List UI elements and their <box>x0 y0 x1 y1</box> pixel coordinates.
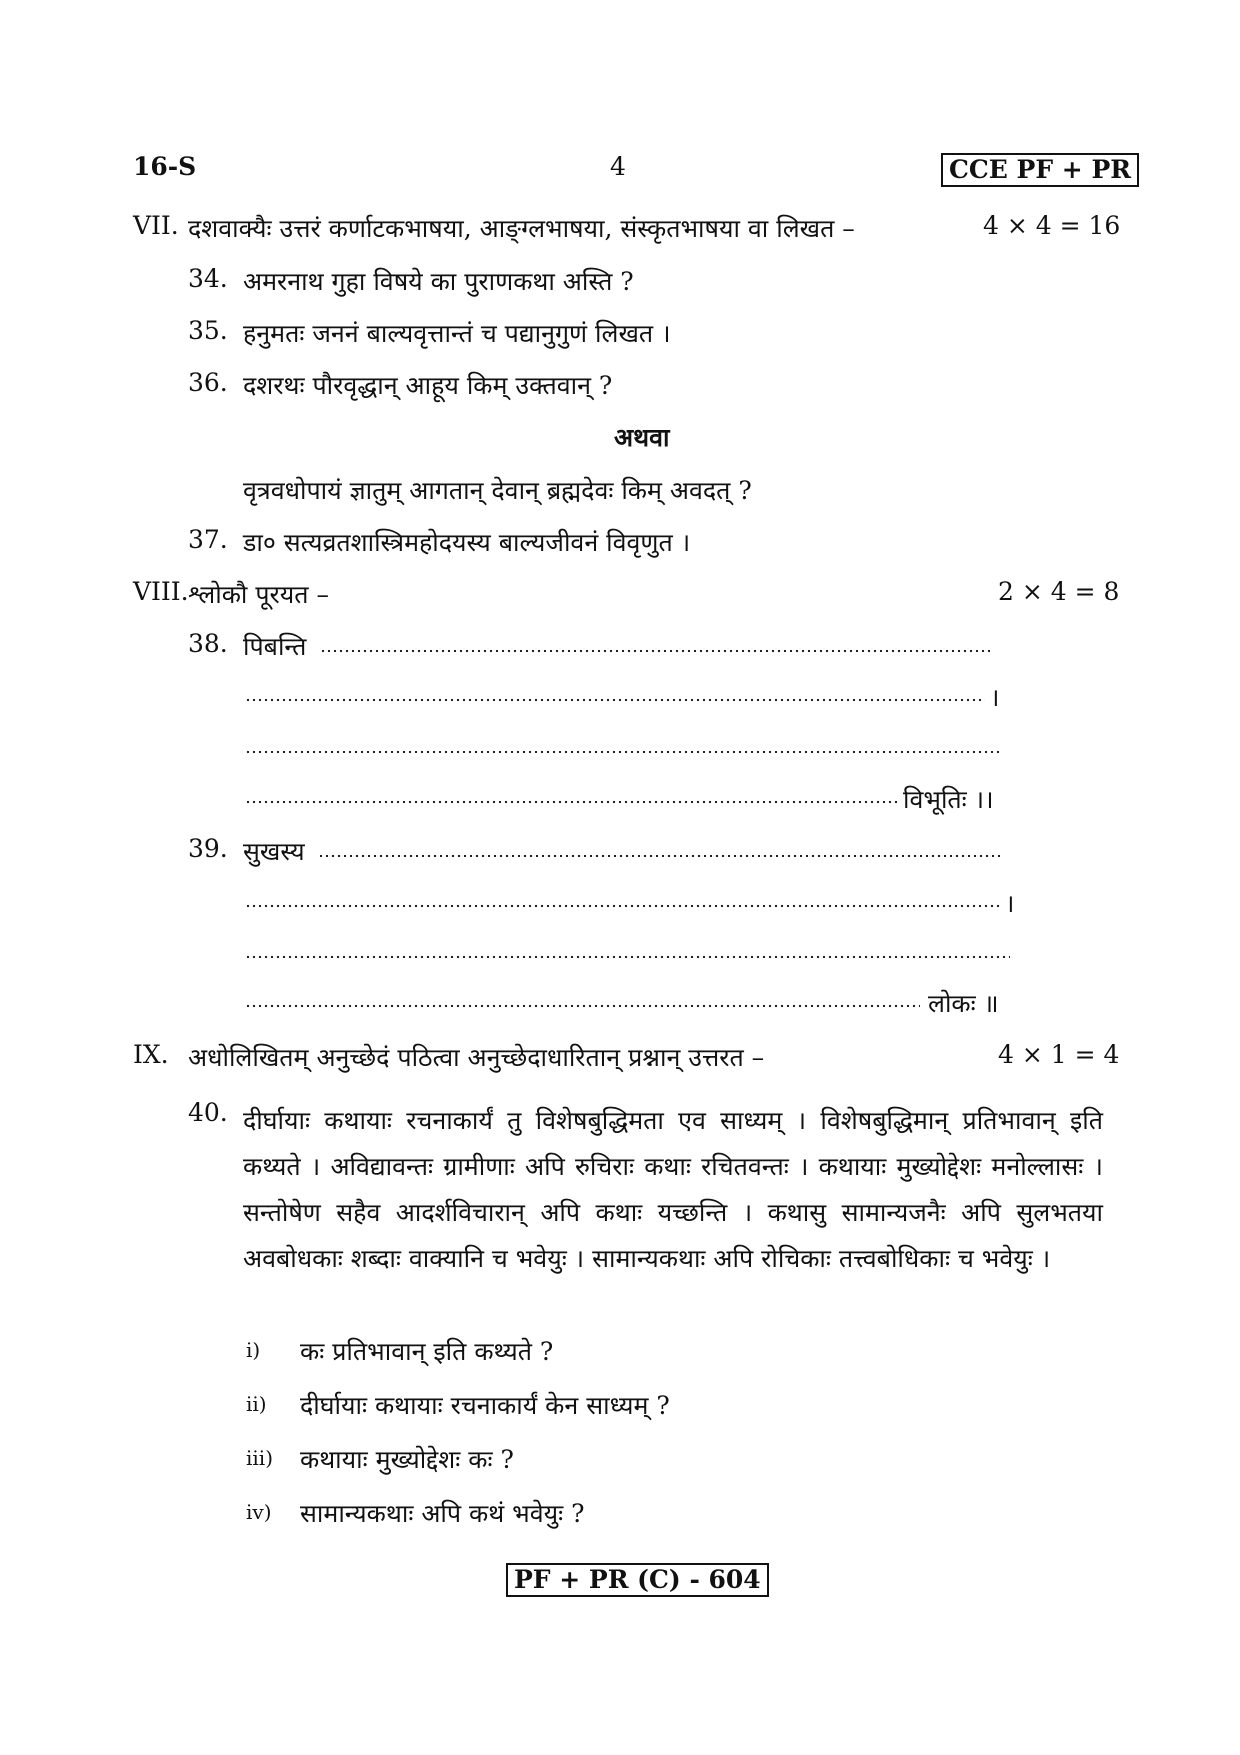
section-ix-instruction: अधोलिखितम् अनुच्छेदं पठित्वा अनुच्छेदाधारितान् प्रश्नान् उत्तरत – <box>188 1043 765 1072</box>
q40-sub-ii-text: दीर्घायाः कथायाः रचनाकार्यं केन साध्यम् ? <box>300 1391 670 1420</box>
q40-number: 40. <box>188 1098 228 1127</box>
q37-number: 37. <box>188 525 228 554</box>
q39-line-2-danda: । <box>1005 889 1015 918</box>
q39-end-word: लोकः ॥ <box>928 989 999 1018</box>
q40-sub-iv-text: सामान्यकथाः अपि कथं भवेयुः ? <box>300 1499 585 1528</box>
section-viii-marks: 2 × 4 = 8 <box>998 577 1120 606</box>
q39-fill-line-3 <box>245 955 1010 959</box>
q39-start-word: सुखस्य <box>243 837 305 866</box>
q40-sub-iii-number: iii) <box>246 1446 273 1470</box>
paper-code: 16-S <box>133 152 197 181</box>
q38-number: 38. <box>188 629 228 658</box>
q37-text: डा० सत्यव्रतशास्त्रिमहोदयस्य बाल्यजीवनं विवृणुत । <box>243 528 691 557</box>
q38-fill-line-3 <box>245 750 1000 754</box>
q34-number: 34. <box>188 264 228 293</box>
section-vii-marks: 4 × 4 = 16 <box>983 211 1121 240</box>
q35-text: हनुमतः जननं बाल्यवृत्तान्तं च पद्यानुगुणं लिखत । <box>243 319 671 348</box>
q35-number: 35. <box>188 316 228 345</box>
q38-fill-line-1 <box>320 649 990 653</box>
q39-fill-line-1 <box>318 854 1003 858</box>
q40-sub-iv-number: iv) <box>246 1500 272 1524</box>
or-label: अथवा <box>614 423 670 452</box>
q38-start-word: पिबन्ति <box>243 632 307 661</box>
q39-fill-line-2 <box>245 904 1000 908</box>
footer-code-box: PF + PR (C) - 604 <box>506 1563 769 1597</box>
q40-sub-iii-text: कथायाः मुख्योद्देशः कः ? <box>300 1445 514 1474</box>
section-vii-instruction: दशवाक्यैः उत्तरं कर्णाटकभाषया, आङ्ग्लभाषया, संस्कृतभाषया वा लिखत – <box>188 214 855 243</box>
q38-fill-line-4 <box>245 800 900 804</box>
section-viii-label: VIII. <box>133 577 189 606</box>
q40-sub-i-text: कः प्रतिभावान् इति कथ्यते ? <box>300 1337 554 1366</box>
course-code-box: CCE PF + PR <box>941 153 1139 187</box>
q34-text: अमरनाथ गुहा विषये का पुराणकथा अस्ति ? <box>243 267 634 296</box>
q39-fill-line-4 <box>245 1004 920 1008</box>
section-ix-label: IX. <box>133 1040 169 1069</box>
q40-sub-ii-number: ii) <box>246 1392 267 1416</box>
q39-number: 39. <box>188 834 228 863</box>
q40-passage: दीर्घायाः कथायाः रचनाकार्यं तु विशेषबुद्धिमता एव साध्यम् । विशेषबुद्धिमान् प्रतिभावान् इति कथ्यते । अविद्यावन्तः ग्रामीणाः अपि रुचिराः कथाः रचितवन्तः । कथायाः मुख्योद्देशः मनोल्लासः । सन्तोषेण सहैव आदर्शविचारान् अपि कथाः यच्छन्ति । कथासु सामान्यजनैः अपि सुलभतया अवबोधकाः शब्दाः वाक्यानि च भवेयुः । सामान्यकथाः अपि रोचिकाः तत्त्वबोधिकाः च भवेयुः । <box>243 1106 1103 1273</box>
q36-text: दशरथः पौरवृद्धान् आहूय किम् उक्तवान् ? <box>243 371 613 400</box>
section-viii-instruction: श्लोकौ पूरयत – <box>188 580 329 609</box>
q38-line-2-danda: । <box>990 683 1000 712</box>
q36-number: 36. <box>188 368 228 397</box>
page-number: 4 <box>610 152 626 181</box>
q38-end-word: विभूतिः ।। <box>903 785 994 814</box>
q38-fill-line-2 <box>245 698 985 702</box>
section-ix-marks: 4 × 1 = 4 <box>998 1040 1120 1069</box>
q36-alternative-text: वृत्रवधोपायं ज्ञातुम् आगतान् देवान् ब्रह्मदेवः किम् अवदत् ? <box>243 476 752 505</box>
section-vii-label: VII. <box>133 211 179 240</box>
q40-sub-i-number: i) <box>246 1338 261 1362</box>
